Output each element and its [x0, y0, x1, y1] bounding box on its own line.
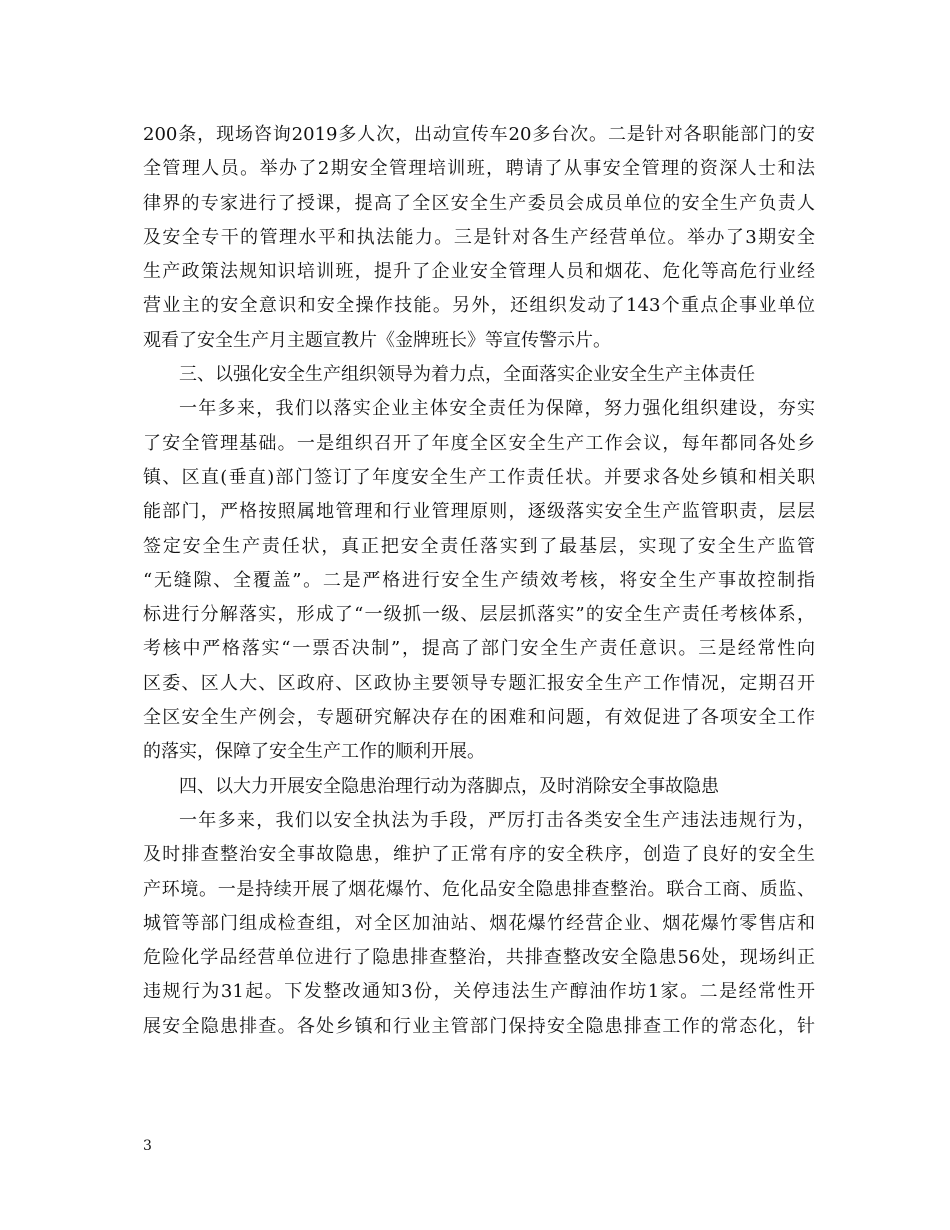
text-line-15: 标进行分解落实，形成了“一级抓一级、层层抓落实”的安全生产责任考核体系，: [143, 604, 815, 626]
text-line-2: 全管理人员。举办了2期安全管理培训班，聘请了从事安全管理的资深人士和法: [143, 158, 815, 180]
text-line-11: 镇、区直(垂直)部门签订了年度安全生产工作责任状。并要求各处乡镇和相关职: [143, 466, 815, 488]
text-line-16: 考核中严格落实“一票否决制”，提高了部门安全生产责任意识。三是经常性向: [143, 638, 815, 660]
text-line-7: 观看了安全生产月主题宣教片《金牌班长》等宣传警示片。: [143, 329, 611, 351]
text-line-12: 能部门，严格按照属地管理和行业管理原则，逐级落实安全生产监管职责，层层: [143, 501, 815, 523]
text-line-23: 产环境。一是持续开展了烟花爆竹、危化品安全隐患排查整治。联合工商、质监、: [143, 878, 815, 900]
text-line-4: 及安全专干的管理水平和执法能力。三是针对各生产经营单位。举办了3期安全: [143, 226, 815, 248]
text-line-5: 生产政策法规知识培训班，提升了企业安全管理人员和烟花、危化等高危行业经: [143, 261, 815, 283]
text-line-25: 危险化学品经营单位进行了隐患排查整治，共排查整改安全隐患56处，现场纠正: [143, 947, 815, 969]
text-line-9: 一年多来，我们以落实企业主体安全责任为保障，努力强化组织建设，夯实: [179, 398, 815, 420]
body-text: [143, 118, 815, 1044]
text-line-13: 签定安全生产责任状，真正把安全责任落实到了最基层，实现了安全生产监管: [143, 535, 815, 557]
text-line-26: 违规行为31起。下发整改通知3份，关停违法生产醇油作坊1家。二是经常性开: [143, 981, 815, 1003]
text-line-27: 展安全隐患排查。各处乡镇和行业主管部门保持安全隐患排查工作的常态化，针: [143, 1015, 815, 1037]
text-line-24: 城管等部门组成检查组，对全区加油站、烟花爆竹经营企业、烟花爆竹零售店和: [143, 912, 815, 934]
text-line-1: 200条，现场咨询2019多人次，出动宣传车20多台次。二是针对各职能部门的安: [143, 124, 815, 145]
section-heading-4: 四、以大力开展安全隐患治理行动为落脚点，及时消除安全事故隐患: [179, 775, 719, 797]
text-line-18: 全区安全生产例会，专题研究解决存在的困难和问题，有效促进了各项安全工作: [143, 707, 815, 729]
section-heading-3: 三、以强化安全生产组织领导为着力点，全面落实企业安全生产主体责任: [179, 364, 755, 386]
text-line-22: 及时排查整治安全事故隐患，维护了正常有序的安全秩序，创造了良好的安全生: [143, 844, 815, 866]
text-line-21: 一年多来，我们以安全执法为手段，严厉打击各类安全生产违法违规行为，: [179, 809, 815, 831]
page-number: 3: [143, 1138, 152, 1154]
text-line-3: 律界的专家进行了授课，提高了全区安全生产委员会成员单位的安全生产负责人: [143, 192, 815, 214]
text-line-19: 的落实，保障了安全生产工作的顺利开展。: [143, 741, 485, 763]
text-line-6: 营业主的安全意识和安全操作技能。另外，还组织发动了143个重点企事业单位: [143, 295, 815, 317]
text-line-10: 了安全管理基础。一是组织召开了年度全区安全生产工作会议，每年都同各处乡: [143, 432, 815, 454]
text-line-14: “无缝隙、全覆盖”。二是严格进行安全生产绩效考核，将安全生产事故控制指: [143, 569, 815, 591]
text-line-17: 区委、区人大、区政府、区政协主要领导专题汇报安全生产工作情况，定期召开: [143, 672, 815, 694]
